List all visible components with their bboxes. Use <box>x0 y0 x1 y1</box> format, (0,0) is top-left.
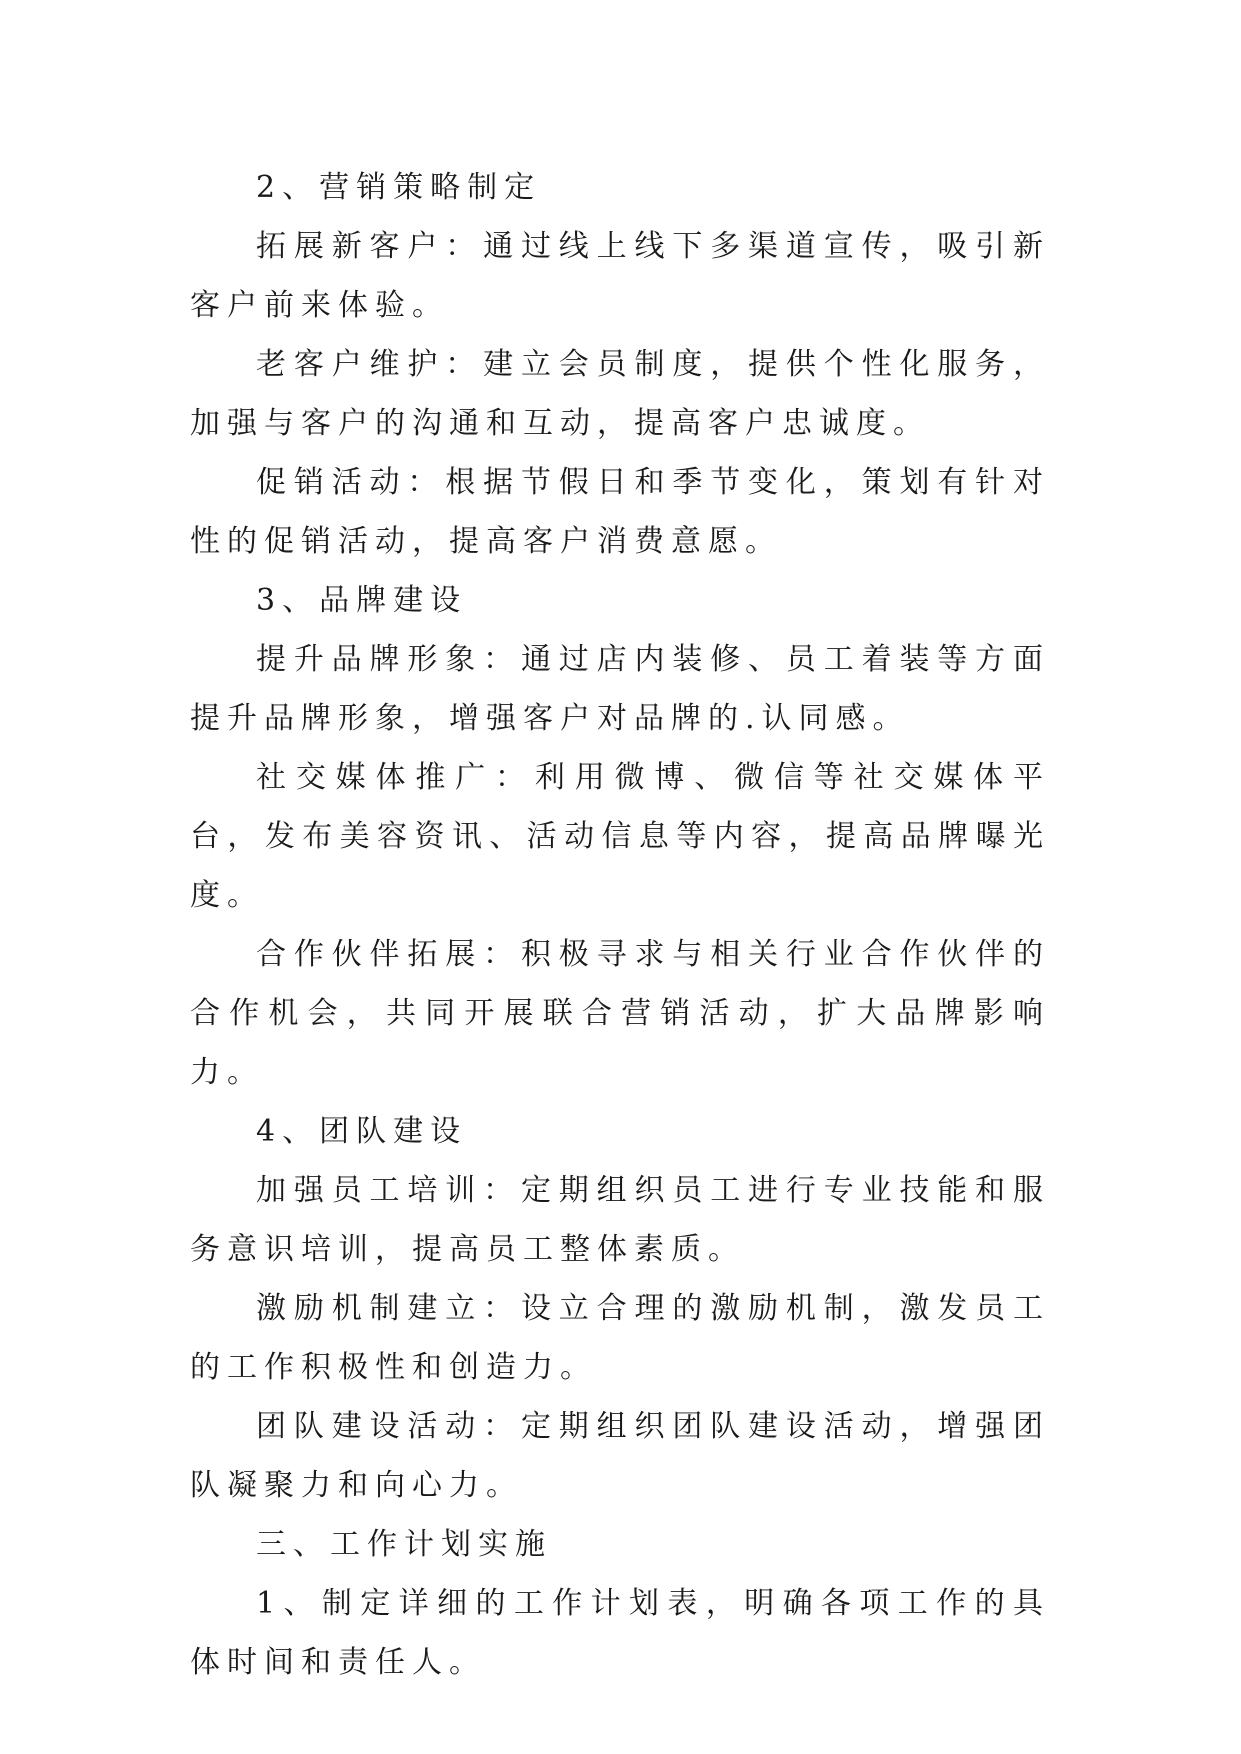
paragraph-work-schedule: 1、制定详细的工作计划表，明确各项工作的具体时间和责任人。 <box>190 1586 1050 1680</box>
paragraph-team-activities: 团队建设活动：定期组织团队建设活动，增强团队凝聚力和向心力。 <box>190 1409 1050 1503</box>
section-heading-marketing-strategy: 2、营销策略制定 <box>256 170 542 205</box>
paragraph-new-customers: 拓展新客户：通过线上线下多渠道宣传，吸引新客户前来体验。 <box>190 229 1050 323</box>
section-heading-team-building: 4、团队建设 <box>256 1114 468 1149</box>
paragraph-incentives: 激励机制建立：设立合理的激励机制，激发员工的工作积极性和创造力。 <box>190 1291 1050 1385</box>
section-heading-brand-building: 3、品牌建设 <box>256 583 468 618</box>
document-body <box>190 158 1050 1692</box>
paragraph-customer-retention: 老客户维护：建立会员制度，提供个性化服务，加强与客户的沟通和互动，提高客户忠诚度。 <box>190 347 1050 441</box>
paragraph-partners: 合作伙伴拓展：积极寻求与相关行业合作伙伴的合作机会，共同开展联合营销活动，扩大品牌影响力。 <box>190 937 1050 1090</box>
paragraph-staff-training: 加强员工培训：定期组织员工进行专业技能和服务意识培训，提高员工整体素质。 <box>190 1173 1050 1267</box>
paragraph-brand-image: 提升品牌形象：通过店内装修、员工着装等方面提升品牌形象，增强客户对品牌的.认同感。 <box>190 642 1050 736</box>
paragraph-social-media: 社交媒体推广：利用微博、微信等社交媒体平台，发布美容资讯、活动信息等内容，提高品牌曝光度。 <box>190 760 1050 913</box>
paragraph-promotions: 促销活动：根据节假日和季节变化，策划有针对性的促销活动，提高客户消费意愿。 <box>190 465 1050 559</box>
section-heading-plan-implementation: 三、工作计划实施 <box>256 1527 552 1562</box>
